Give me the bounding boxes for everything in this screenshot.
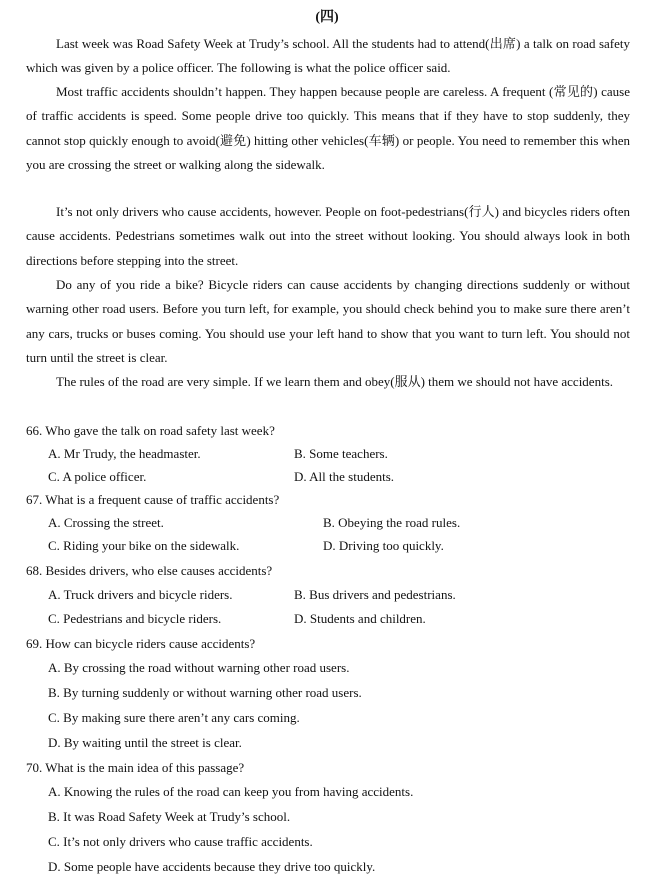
q66-option-d: D. All the students. [294, 469, 395, 484]
question-67: 67. What is a frequent cause of traffic accidents? [26, 492, 280, 507]
question-70: 70. What is the main idea of this passage? [26, 760, 245, 775]
q69-option-d: D. By waiting until the street is clear. [48, 735, 242, 750]
q68-option-c: C. Pedestrians and bicycle riders. [48, 611, 222, 626]
passage-paragraph-1: Last week was Road Safety Week at Trudy’s school. All the students had to attend(出席) a talk on road safety which was given by a police officer. The following is what the police officer said. [26, 36, 630, 76]
q66-option-a: A. Mr Trudy, the headmaster. [48, 446, 201, 461]
q66-option-b: B. Some teachers. [294, 446, 388, 461]
passage-paragraph-4: Do any of you ride a bike? Bicycle riders can cause accidents by changing directions suddenly or without warning other road users. Before you turn left, for example, you should check behind you to make sure there aren’t any cars, trucks or buses coming. You should use your left hand to show that you want to turn left. You should not turn until the street is clear. [26, 277, 630, 366]
q67-option-d: D. Driving too quickly. [323, 538, 444, 553]
q68-option-b: B. Bus drivers and pedestrians. [294, 587, 456, 602]
question-68: 68. Besides drivers, who else causes accidents? [26, 563, 273, 578]
passage-paragraph-3: It’s not only drivers who cause accidents, however. People on foot-pedestrians(行人) and bicycles riders often cause accidents. Pedestrians sometimes walk out into the street without looking. You should always look in both directions before stepping into the street. [26, 204, 630, 268]
q70-option-d: D. Some people have accidents because they drive too quickly. [48, 859, 376, 874]
q67-option-a: A. Crossing the street. [48, 515, 164, 530]
q69-option-a: A. By crossing the road without warning other road users. [48, 660, 350, 675]
q69-option-c: C. By making sure there aren’t any cars coming. [48, 710, 300, 725]
q70-option-a: A. Knowing the rules of the road can keep you from having accidents. [48, 784, 414, 799]
q70-option-c: C. It’s not only drivers who cause traffic accidents. [48, 834, 313, 849]
question-69: 69. How can bicycle riders cause accidents? [26, 636, 256, 651]
q69-option-b: B. By turning suddenly or without warning other road users. [48, 685, 362, 700]
section-title: (四) [315, 10, 339, 25]
q68-option-a: A. Truck drivers and bicycle riders. [48, 587, 233, 602]
q66-option-c: C. A police officer. [48, 469, 147, 484]
passage-paragraph-5: The rules of the road are very simple. If we learn them and obey(服从) them we should not have accidents. [56, 374, 614, 389]
q67-option-b: B. Obeying the road rules. [323, 515, 461, 530]
passage-paragraph-2: Most traffic accidents shouldn’t happen. They happen because people are careless. A frequent (常见的) cause of traffic accidents is speed. Some people drive too quickly. This means that if they have to stop suddenly, they cannot stop quickly enough to avoid(避免) hitting other vehicles(车辆) or people. You need to remember this when you are crossing the street or walking along the sidewalk. [26, 84, 630, 173]
question-66: 66. Who gave the talk on road safety last week? [26, 423, 275, 438]
q70-option-b: B. It was Road Safety Week at Trudy’s school. [48, 809, 291, 824]
q67-option-c: C. Riding your bike on the sidewalk. [48, 538, 240, 553]
q68-option-d: D. Students and children. [294, 611, 426, 626]
